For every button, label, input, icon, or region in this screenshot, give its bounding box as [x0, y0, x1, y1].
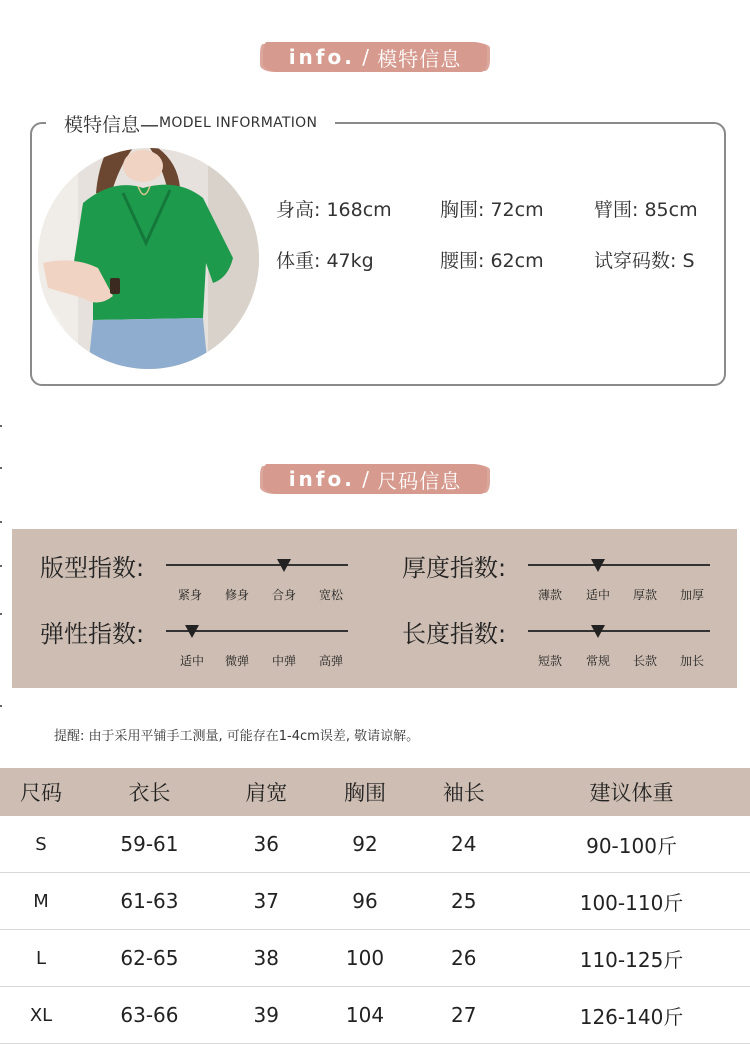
cell-shoulder: 37 [217, 873, 316, 930]
gauge-option: 短款 [537, 654, 563, 668]
header-size: 尺码 [0, 768, 82, 816]
gauge-line-thickness [528, 564, 710, 566]
model-info-title-en: MODEL INFORMATION [159, 115, 318, 131]
gauge-marker-elasticity [185, 625, 199, 638]
banner-cn: 模特信息 [377, 46, 462, 71]
cell-shoulder: 38 [217, 930, 316, 987]
cell-bust: 104 [316, 987, 415, 1044]
stat-value: S [682, 250, 695, 272]
gauge-option: 适中 [585, 588, 611, 602]
gauge-option: 微弹 [224, 654, 250, 668]
gauge-marker-length [591, 625, 605, 638]
model-stat-size [594, 246, 695, 273]
cell-sleeve: 26 [414, 930, 513, 987]
stat-label: 体重: [276, 250, 321, 272]
banner-en: info. [288, 467, 355, 491]
header-bust: 胸围 [316, 768, 415, 816]
cell-bust: 100 [316, 930, 415, 987]
table-row [0, 816, 750, 873]
header-shoulder: 肩宽 [217, 768, 316, 816]
gauge-line-fit [166, 564, 348, 566]
stat-value: 85cm [644, 199, 698, 221]
gauge-option: 厚款 [632, 588, 658, 602]
gauge-option: 宽松 [318, 588, 344, 602]
gauge-marker-fit [277, 559, 291, 572]
gauge-option: 常规 [585, 654, 611, 668]
gauge-option: 紧身 [177, 588, 203, 602]
table-row [0, 873, 750, 930]
cell-sleeve: 25 [414, 873, 513, 930]
size-table [0, 768, 750, 1044]
cell-size: L [0, 930, 82, 987]
cell-size: XL [0, 987, 82, 1044]
stat-value: 168cm [326, 199, 392, 221]
gauge-option: 薄款 [537, 588, 563, 602]
cell-bust: 96 [316, 873, 415, 930]
header-sleeve: 袖长 [414, 768, 513, 816]
stat-label: 胸围: [440, 199, 485, 221]
cell-length: 63-66 [82, 987, 217, 1044]
size-info-banner-label [263, 464, 488, 494]
gauge-line-length [528, 630, 710, 632]
gauge-option: 加长 [679, 654, 705, 668]
cell-sleeve: 24 [414, 816, 513, 873]
stat-label: 腰围: [440, 250, 485, 272]
banner-sep: / [354, 467, 378, 491]
banner-cn: 尺码信息 [377, 468, 462, 493]
gauge-title-thickness: 厚度指数: [402, 554, 507, 582]
size-info-banner [0, 462, 750, 496]
cell-size: M [0, 873, 82, 930]
model-stat-bust [440, 195, 544, 222]
model-info-banner [0, 40, 750, 74]
gauge-option: 加厚 [679, 588, 705, 602]
cell-length: 62-65 [82, 930, 217, 987]
gauge-option: 中弹 [271, 654, 297, 668]
stat-label: 试穿码数: [594, 250, 677, 272]
gauge-option: 修身 [224, 588, 250, 602]
stat-label: 臂围: [594, 199, 639, 221]
measurement-note: 提醒: 由于采用平铺手工测量, 可能存在1-4cm误差, 敬请谅解。 [54, 729, 420, 744]
gauge-title-length: 长度指数: [402, 620, 507, 648]
cell-weight: 100-110斤 [513, 873, 750, 930]
cell-length: 59-61 [82, 816, 217, 873]
side-marks [0, 405, 3, 745]
header-weight: 建议体重 [513, 768, 750, 816]
model-stat-arm [594, 195, 698, 222]
header-length: 衣长 [82, 768, 217, 816]
cell-size: S [0, 816, 82, 873]
stat-label: 身高: [276, 199, 321, 221]
table-row [0, 930, 750, 987]
size-table-header [0, 768, 750, 816]
model-photo [38, 148, 259, 369]
gauge-title-fit: 版型指数: [40, 554, 145, 582]
model-stat-height [276, 195, 392, 222]
cell-length: 61-63 [82, 873, 217, 930]
gauge-option: 合身 [271, 588, 297, 602]
gauge-title-elasticity: 弹性指数: [40, 620, 145, 648]
table-row [0, 987, 750, 1044]
cell-shoulder: 39 [217, 987, 316, 1044]
gauge-marker-thickness [591, 559, 605, 572]
banner-en: info. [288, 45, 355, 69]
cell-weight: 126-140斤 [513, 987, 750, 1044]
model-info-banner-label [263, 42, 488, 72]
stat-value: 62cm [490, 250, 544, 272]
cell-weight: 90-100斤 [513, 816, 750, 873]
cell-sleeve: 27 [414, 987, 513, 1044]
gauge-option: 高弹 [318, 654, 344, 668]
cell-weight: 110-125斤 [513, 930, 750, 987]
cell-shoulder: 36 [217, 816, 316, 873]
cell-bust: 92 [316, 816, 415, 873]
model-stat-weight [276, 246, 374, 273]
gauge-option: 适中 [179, 654, 205, 668]
gauge-option: 长款 [632, 654, 658, 668]
banner-sep: / [354, 45, 378, 69]
model-info-title [46, 108, 335, 138]
stat-value: 72cm [490, 199, 544, 221]
model-stat-waist [440, 246, 544, 273]
model-photo-illustration [38, 148, 259, 369]
model-info-title-cn: 模特信息— [64, 113, 160, 136]
stat-value: 47kg [326, 250, 374, 272]
